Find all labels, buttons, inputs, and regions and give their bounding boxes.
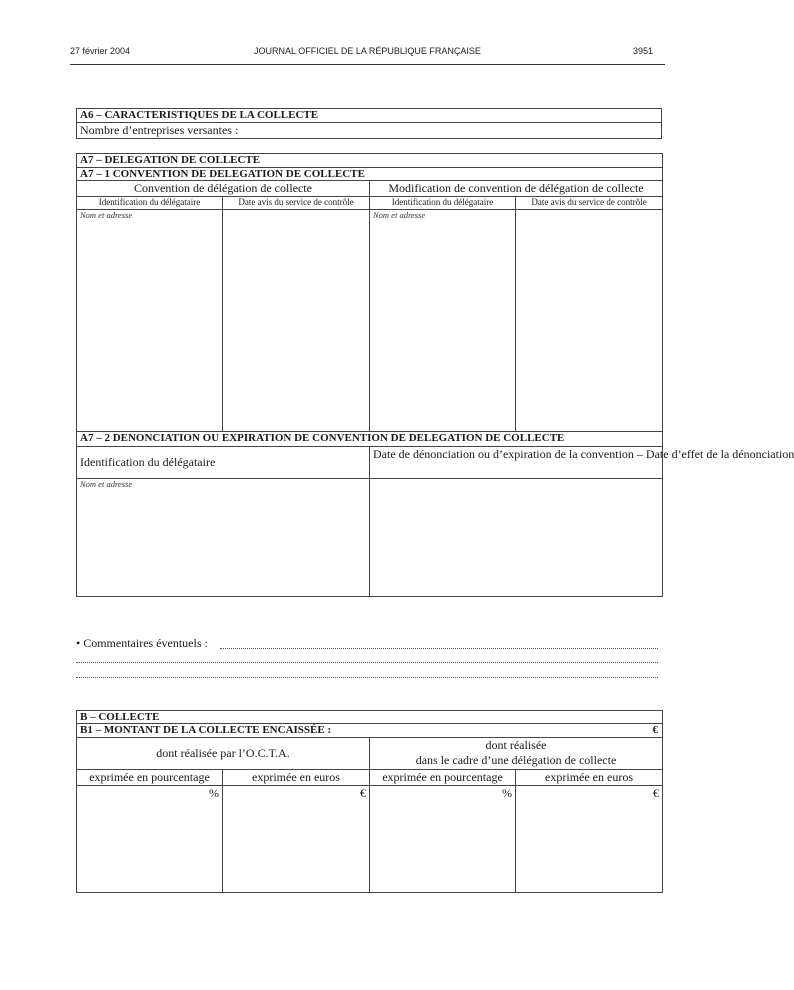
octa-header: dont réalisée par l’O.C.T.A. bbox=[77, 738, 370, 770]
col-pourcentage-delegation: exprimée en pourcentage bbox=[370, 770, 516, 786]
a6-table bbox=[76, 108, 662, 139]
b1-euro-symbol: € bbox=[652, 724, 659, 736]
delegation-header bbox=[370, 738, 663, 770]
a7-2-title: A7 – 2 DENONCIATION OU EXPIRATION DE CONVENTION DE DELEGATION DE COLLECTE bbox=[77, 432, 663, 447]
header-journal-title: JOURNAL OFFICIEL DE LA RÉPUBLIQUE FRANÇAISE bbox=[254, 46, 481, 56]
denonciation-date-header: Date de dénonciation ou d’expiration de la convention – Date d’effet de la dénonciation bbox=[370, 447, 663, 479]
delegation-euro-cell: € bbox=[516, 786, 663, 893]
comments-label: • Commentaires éventuels : bbox=[76, 636, 208, 650]
comments-dots-2 bbox=[76, 662, 658, 663]
header-rule bbox=[70, 64, 665, 65]
delegation-header-line1: dont réalisée bbox=[485, 738, 547, 752]
a6-title: A6 – CARACTERISTIQUES DE LA COLLECTE bbox=[77, 109, 662, 123]
octa-percent-cell: % bbox=[77, 786, 223, 893]
delegation-percent-cell: % bbox=[370, 786, 516, 893]
convention-header: Convention de délégation de collecte bbox=[77, 181, 370, 197]
nom-adresse-convention: Nom et adresse bbox=[77, 210, 223, 432]
octa-euro-cell: € bbox=[223, 786, 370, 893]
a7-title: A7 – DELEGATION DE COLLECTE bbox=[77, 154, 663, 168]
b-table bbox=[76, 710, 663, 893]
a7-1-title: A7 – 1 CONVENTION DE DELEGATION DE COLLECTE bbox=[77, 168, 663, 181]
header-page-number: 3951 bbox=[632, 46, 653, 56]
col-date-avis-1: Date avis du service de contrôle bbox=[223, 197, 370, 210]
page-header bbox=[70, 46, 665, 60]
col-date-avis-2: Date avis du service de contrôle bbox=[516, 197, 663, 210]
a7-table bbox=[76, 153, 794, 597]
col-identification-2: Identification du délégataire bbox=[370, 197, 516, 210]
col-euros-octa: exprimée en euros bbox=[223, 770, 370, 786]
delegation-header-line2: dans le cadre d’une délégation de collecte bbox=[415, 753, 617, 767]
denonciation-ident-header: Identification du délégataire bbox=[77, 447, 370, 479]
col-euros-delegation: exprimée en euros bbox=[516, 770, 663, 786]
modification-header: Modification de convention de délégation de collecte bbox=[370, 181, 663, 197]
date-avis-convention-cell bbox=[223, 210, 370, 432]
b1-title-row bbox=[77, 724, 663, 738]
comments-dots-1 bbox=[220, 648, 658, 649]
nom-adresse-modification: Nom et adresse bbox=[370, 210, 516, 432]
b1-title: B1 – MONTANT DE LA COLLECTE ENCAISSÉE : bbox=[80, 724, 332, 736]
header-date: 27 février 2004 bbox=[70, 46, 131, 56]
b-title: B – COLLECTE bbox=[77, 711, 663, 724]
nom-adresse-denonciation: Nom et adresse bbox=[77, 479, 370, 597]
date-denonciation-cell bbox=[370, 479, 663, 597]
col-identification-1: Identification du délégataire bbox=[77, 197, 223, 210]
a6-entreprises-field: Nombre d’entreprises versantes : bbox=[77, 123, 662, 139]
col-pourcentage-octa: exprimée en pourcentage bbox=[77, 770, 223, 786]
date-avis-modification-cell bbox=[516, 210, 663, 432]
comments-dots-3 bbox=[76, 677, 658, 678]
